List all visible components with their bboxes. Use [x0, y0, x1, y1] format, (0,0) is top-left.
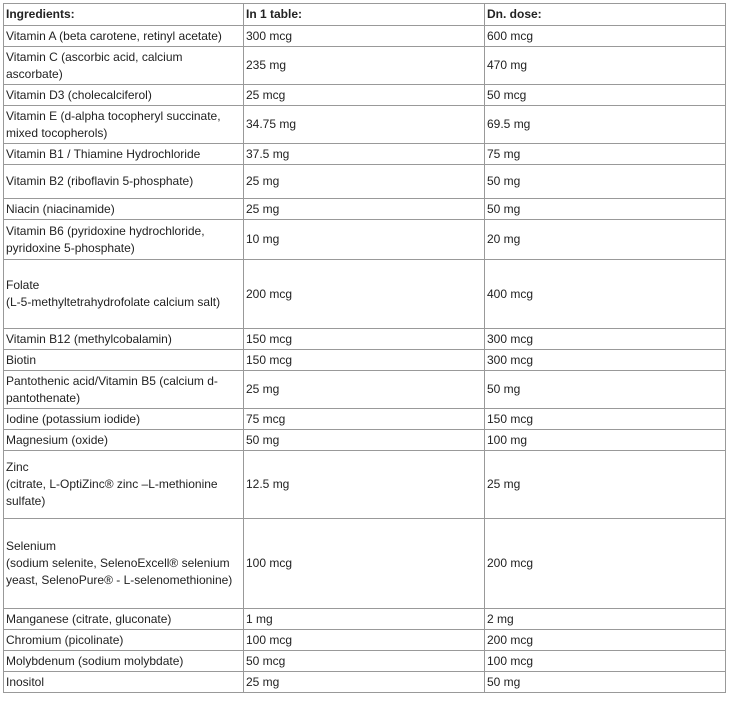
- per-tablet-cell: 75 mcg: [244, 409, 485, 430]
- ingredient-cell: Vitamin B12 (methylcobalamin): [4, 329, 244, 350]
- daily-dose-cell: 600 mcg: [485, 26, 726, 47]
- ingredient-cell: Inositol: [4, 672, 244, 693]
- ingredient-cell: Magnesium (oxide): [4, 430, 244, 451]
- ingredient-cell: Vitamin B1 / Thiamine Hydrochloride: [4, 144, 244, 165]
- daily-dose-cell: 75 mg: [485, 144, 726, 165]
- table-row: [4, 165, 726, 199]
- per-tablet-cell: 100 mcg: [244, 630, 485, 651]
- header-ingredients: Ingredients:: [4, 4, 244, 26]
- table-row: [4, 260, 726, 329]
- per-tablet-cell: 12.5 mg: [244, 451, 485, 519]
- daily-dose-cell: 69.5 mg: [485, 106, 726, 144]
- table-row: [4, 430, 726, 451]
- daily-dose-cell: 50 mg: [485, 199, 726, 220]
- ingredient-cell: Vitamin B6 (pyridoxine hydrochloride, pyridoxine 5-phosphate): [4, 220, 244, 260]
- per-tablet-cell: 50 mg: [244, 430, 485, 451]
- per-tablet-cell: 150 mcg: [244, 350, 485, 371]
- table-row: [4, 451, 726, 519]
- daily-dose-cell: 300 mcg: [485, 329, 726, 350]
- header-per-tablet: In 1 table:: [244, 4, 485, 26]
- per-tablet-cell: 235 mg: [244, 47, 485, 85]
- daily-dose-cell: 50 mg: [485, 165, 726, 199]
- daily-dose-cell: 200 mcg: [485, 519, 726, 609]
- ingredient-cell: Manganese (citrate, gluconate): [4, 609, 244, 630]
- table-row: [4, 26, 726, 47]
- table-row: [4, 329, 726, 350]
- ingredient-cell: Vitamin C (ascorbic acid, calcium ascorbate): [4, 47, 244, 85]
- daily-dose-cell: 470 mg: [485, 47, 726, 85]
- ingredient-cell: Pantothenic acid/Vitamin B5 (calcium d-pantothenate): [4, 371, 244, 409]
- table-row: [4, 144, 726, 165]
- daily-dose-cell: 50 mg: [485, 672, 726, 693]
- per-tablet-cell: 1 mg: [244, 609, 485, 630]
- ingredient-cell: Selenium (sodium selenite, SelenoExcell® selenium yeast, SelenoPure® - L-selenomethionine): [4, 519, 244, 609]
- table-row: [4, 672, 726, 693]
- daily-dose-cell: 50 mg: [485, 371, 726, 409]
- daily-dose-cell: 50 mcg: [485, 85, 726, 106]
- ingredient-cell: Niacin (niacinamide): [4, 199, 244, 220]
- daily-dose-cell: 200 mcg: [485, 630, 726, 651]
- table-row: [4, 85, 726, 106]
- per-tablet-cell: 25 mg: [244, 371, 485, 409]
- ingredient-cell: Chromium (picolinate): [4, 630, 244, 651]
- per-tablet-cell: 50 mcg: [244, 651, 485, 672]
- table-row: [4, 220, 726, 260]
- table-row: [4, 199, 726, 220]
- ingredient-cell: Folate (L-5-methyltetrahydrofolate calcium salt): [4, 260, 244, 329]
- table-row: [4, 630, 726, 651]
- ingredient-cell: Vitamin B2 (riboflavin 5-phosphate): [4, 165, 244, 199]
- per-tablet-cell: 25 mcg: [244, 85, 485, 106]
- per-tablet-cell: 10 mg: [244, 220, 485, 260]
- table-row: [4, 651, 726, 672]
- daily-dose-cell: 400 mcg: [485, 260, 726, 329]
- ingredients-table: [3, 3, 726, 693]
- table-row: [4, 106, 726, 144]
- ingredient-cell: Zinc (citrate, L-OptiZinc® zinc –L-methionine sulfate): [4, 451, 244, 519]
- ingredient-cell: Vitamin A (beta carotene, retinyl acetate): [4, 26, 244, 47]
- daily-dose-cell: 2 mg: [485, 609, 726, 630]
- ingredient-cell: Molybdenum (sodium molybdate): [4, 651, 244, 672]
- per-tablet-cell: 25 mg: [244, 672, 485, 693]
- per-tablet-cell: 25 mg: [244, 165, 485, 199]
- daily-dose-cell: 20 mg: [485, 220, 726, 260]
- daily-dose-cell: 150 mcg: [485, 409, 726, 430]
- table-row: [4, 350, 726, 371]
- ingredient-cell: Vitamin D3 (cholecalciferol): [4, 85, 244, 106]
- table-header-row: [4, 4, 726, 26]
- ingredient-cell: Iodine (potassium iodide): [4, 409, 244, 430]
- table-row: [4, 519, 726, 609]
- table-row: [4, 409, 726, 430]
- per-tablet-cell: 100 mcg: [244, 519, 485, 609]
- table-body: [4, 26, 726, 693]
- ingredient-cell: Biotin: [4, 350, 244, 371]
- table-row: [4, 371, 726, 409]
- per-tablet-cell: 34.75 mg: [244, 106, 485, 144]
- daily-dose-cell: 25 mg: [485, 451, 726, 519]
- per-tablet-cell: 37.5 mg: [244, 144, 485, 165]
- per-tablet-cell: 25 mg: [244, 199, 485, 220]
- per-tablet-cell: 200 mcg: [244, 260, 485, 329]
- daily-dose-cell: 100 mcg: [485, 651, 726, 672]
- table-row: [4, 47, 726, 85]
- per-tablet-cell: 150 mcg: [244, 329, 485, 350]
- table-row: [4, 609, 726, 630]
- ingredient-cell: Vitamin E (d-alpha tocopheryl succinate, mixed tocopherols): [4, 106, 244, 144]
- daily-dose-cell: 300 mcg: [485, 350, 726, 371]
- daily-dose-cell: 100 mg: [485, 430, 726, 451]
- per-tablet-cell: 300 mcg: [244, 26, 485, 47]
- header-daily-dose: Dn. dose:: [485, 4, 726, 26]
